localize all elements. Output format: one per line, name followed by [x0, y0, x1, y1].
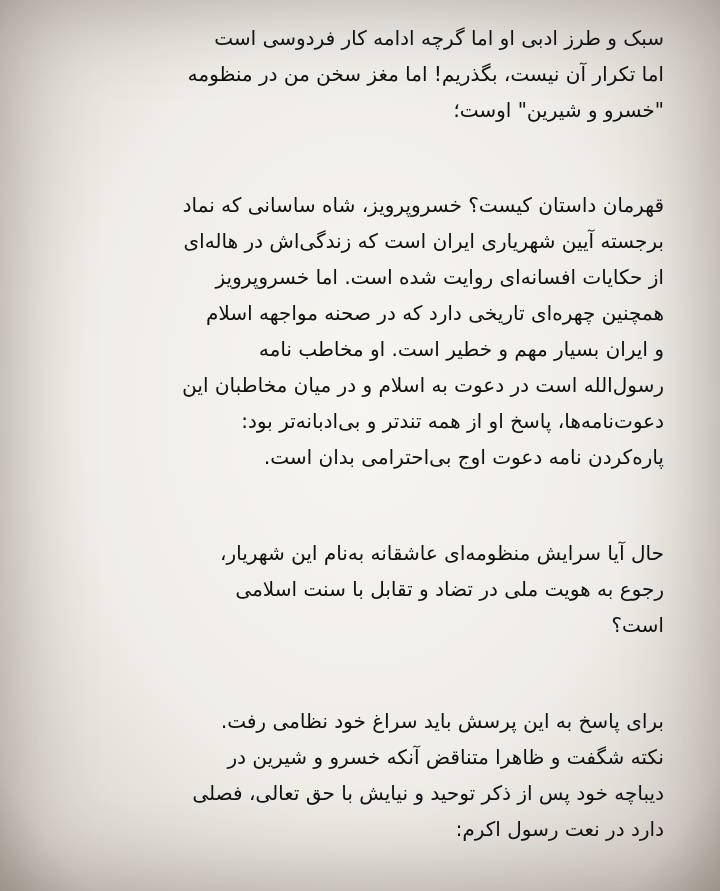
paragraph-intro: [60, 20, 664, 128]
paragraph-answer: [60, 703, 664, 847]
paragraph-question: [60, 535, 664, 643]
text-line: اما تکرار آن نیست، بگذریم! اما مغز سخن من در منظومه: [187, 62, 664, 86]
text-line: برای پاسخ به این پرسش باید سراغ خود نظامی رفت.: [220, 709, 664, 733]
text-line: است؟: [611, 613, 664, 637]
text-line: سبک و طرز ادبی او اما گرچه ادامه کار فردوسی است: [214, 26, 664, 50]
text-line: دعوت‌نامه‌ها، پاسخ او از همه تندتر و بی‌ادبانه‌تر بود:: [241, 409, 664, 433]
text-line: برجسته آیین شهریاری ایران است که زندگی‌اش در هاله‌ای: [183, 229, 664, 253]
text-line: رسول‌الله است در دعوت به اسلام و در میان مخاطبان این: [182, 373, 664, 397]
text-line: پاره‌کردن نامه دعوت اوج بی‌احترامی بدان است.: [263, 445, 664, 469]
text-line: حال آیا سرایش منظومه‌ای عاشقانه به‌نام این شهریار،: [219, 541, 664, 565]
text-line: نکته شگفت و ظاهرا متناقض آنکه خسرو و شیرین در: [227, 745, 664, 769]
text-line: همچنین چهره‌ای تاریخی دارد که در صحنه مواجهه اسلام: [206, 301, 664, 325]
text-line: قهرمان داستان کیست؟ خسروپرویز، شاه ساسانی که نماد: [182, 193, 664, 217]
paragraph-hero: [60, 187, 664, 475]
text-line: دارد در نعت رسول اکرم:: [455, 817, 664, 841]
text-line: دیباچه خود پس از ذکر توحید و نیایش با حق تعالی، فصلی: [192, 781, 664, 805]
text-line: "خسرو و شیرین" اوست؛: [453, 98, 664, 122]
text-line: از حکایات افسانه‌ای روایت شده است. اما خسروپرویز: [215, 265, 664, 289]
text-line: رجوع به هویت ملی در تضاد و تقابل با سنت اسلامی: [235, 577, 664, 601]
text-line: و ایران بسیار مهم و خطیر است. او مخاطب نامه: [258, 337, 664, 361]
